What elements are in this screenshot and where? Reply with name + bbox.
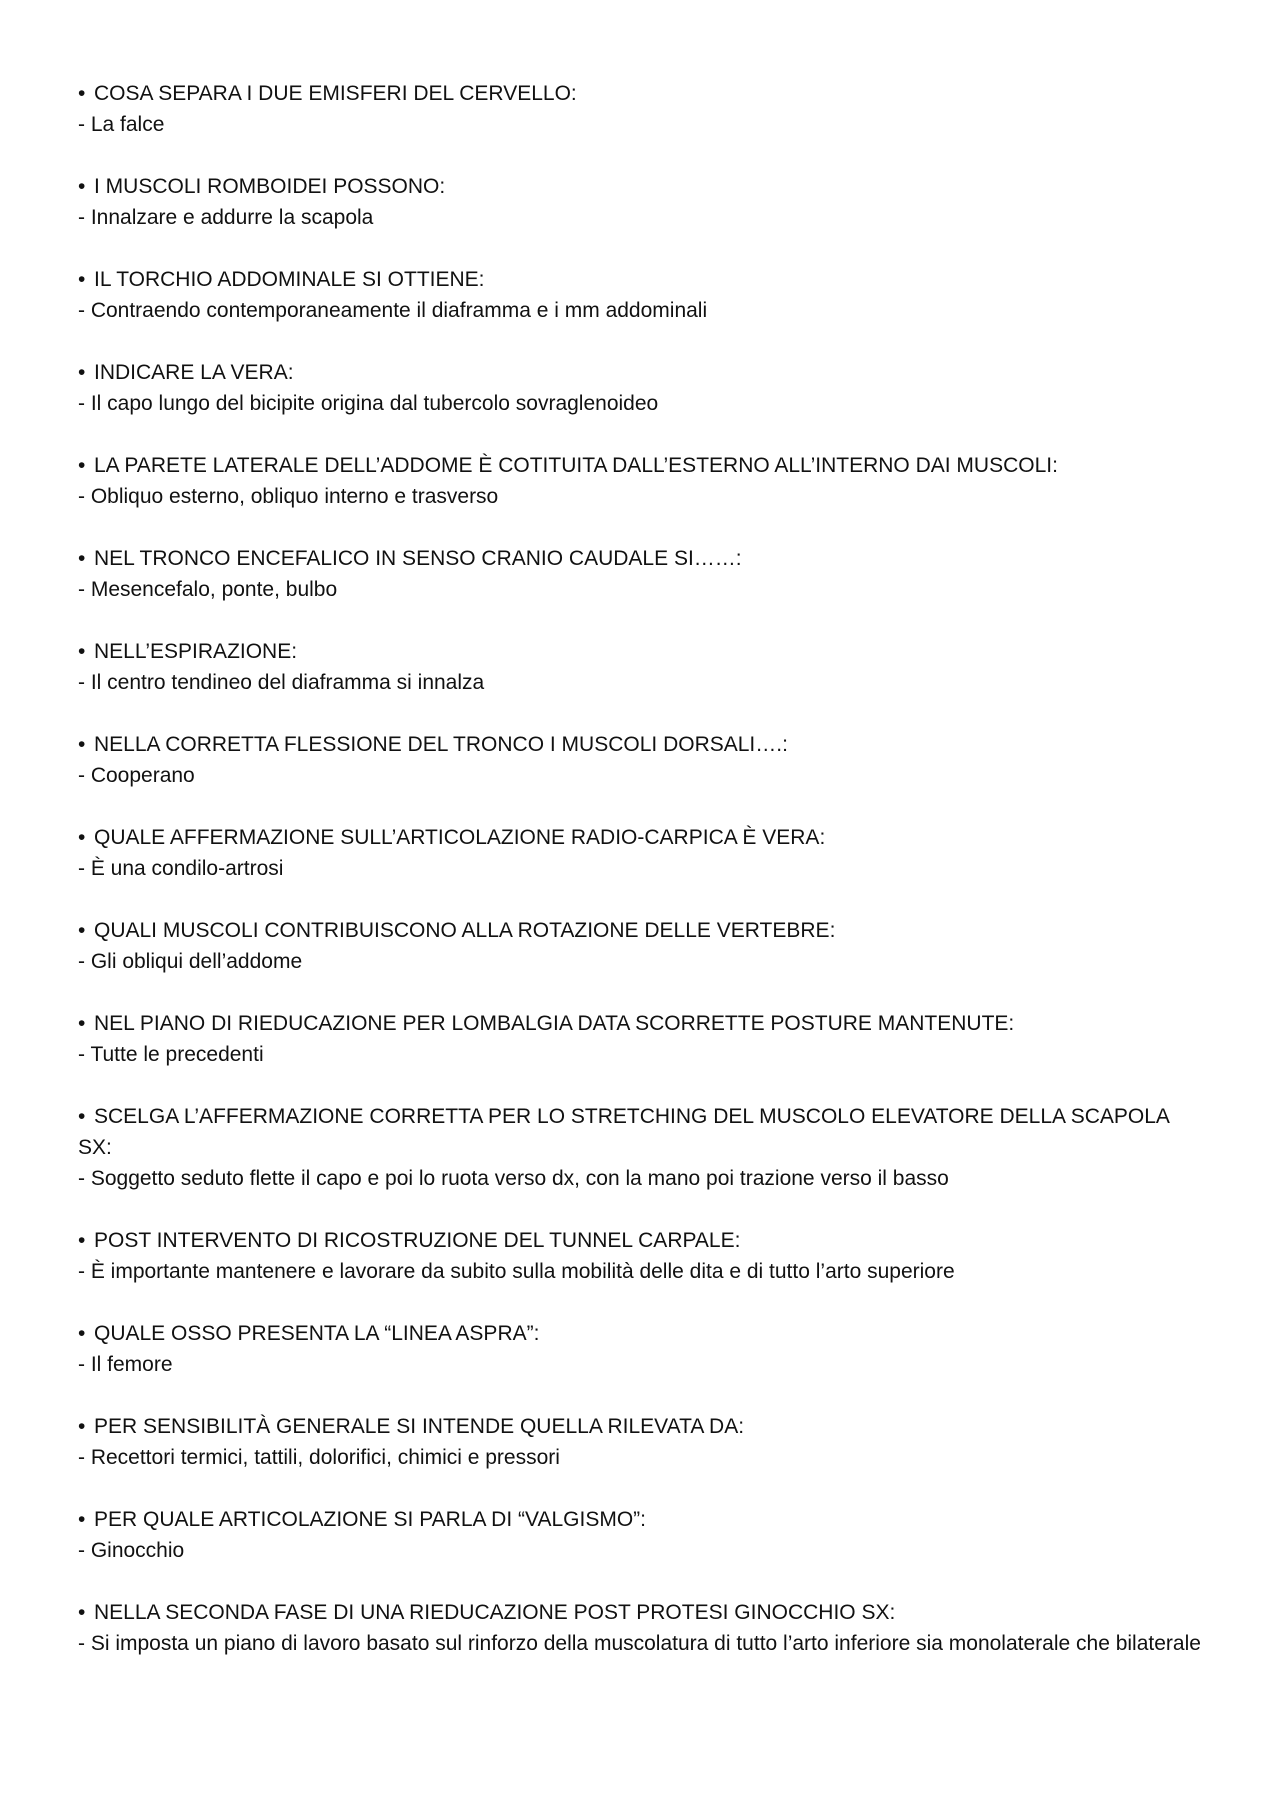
answer-text: - Contraendo contemporaneamente il diaframma e i mm addominali [78,299,708,322]
bullet-icon: • [78,1012,86,1035]
bullet-icon: • [78,1415,86,1438]
qa-item-10 [78,915,1208,977]
bullet-icon: • [78,361,86,384]
bullet-icon: • [78,1601,86,1624]
bullet-icon: • [78,1105,86,1128]
answer-text: - Gli obliqui dell’addome [78,950,303,973]
qa-item-17 [78,1597,1208,1659]
answer-text: - Il capo lungo del bicipite origina dal tubercolo sovraglenoideo [78,392,659,415]
bullet-icon: • [78,82,86,105]
qa-item-15 [78,1411,1208,1473]
question-text: • QUALE AFFERMAZIONE SULL’ARTICOLAZIONE RADIO-CARPICA È VERA: [78,822,1208,853]
answer-text: - Si imposta un piano di lavoro basato sul rinforzo della muscolatura di tutto l’arto inferiore sia monolaterale che bilaterale [78,1632,1201,1655]
answer-text: - Tutte le precedenti [78,1043,264,1066]
qa-item-4 [78,357,1208,419]
answer-text: - Il centro tendineo del diaframma si innalza [78,671,485,694]
answer-text: - È importante mantenere e lavorare da subito sulla mobilità delle dita e di tutto l’arto superiore [78,1260,955,1283]
bullet-icon: • [78,454,86,477]
qa-item-1 [78,78,1208,140]
question-text: • NELLA CORRETTA FLESSIONE DEL TRONCO I MUSCOLI DORSALI….: [78,729,1208,760]
question-text: • I MUSCOLI ROMBOIDEI POSSONO: [78,171,1208,202]
answer-text: - Innalzare e addurre la scapola [78,206,374,229]
bullet-icon: • [78,1322,86,1345]
answer-text: - Cooperano [78,764,195,787]
qa-item-9 [78,822,1208,884]
qa-item-11 [78,1008,1208,1070]
question-text: • NEL PIANO DI RIEDUCAZIONE PER LOMBALGIA DATA SCORRETTE POSTURE MANTENUTE: [78,1008,1208,1039]
answer-text: - Soggetto seduto flette il capo e poi lo ruota verso dx, con la mano poi trazione verso il basso [78,1167,949,1190]
bullet-icon: • [78,640,86,663]
question-text: • NEL TRONCO ENCEFALICO IN SENSO CRANIO CAUDALE SI……: [78,543,1208,574]
question-text: • NELL’ESPIRAZIONE: [78,636,1208,667]
question-text: • COSA SEPARA I DUE EMISFERI DEL CERVELLO: [78,78,1208,109]
bullet-icon: • [78,733,86,756]
answer-text: - Recettori termici, tattili, dolorifici, chimici e pressori [78,1446,560,1469]
answer-text: - La falce [78,113,165,136]
qa-item-13 [78,1225,1208,1287]
question-text: • QUALE OSSO PRESENTA LA “LINEA ASPRA”: [78,1318,1208,1349]
answer-text: - Obliquo esterno, obliquo interno e trasverso [78,485,499,508]
question-text: • POST INTERVENTO DI RICOSTRUZIONE DEL TUNNEL CARPALE: [78,1225,1208,1256]
qa-item-2 [78,171,1208,233]
answer-text: - Il femore [78,1353,173,1376]
qa-item-8 [78,729,1208,791]
bullet-icon: • [78,175,86,198]
question-text: • PER SENSIBILITÀ GENERALE SI INTENDE QUELLA RILEVATA DA: [78,1411,1208,1442]
bullet-icon: • [78,1508,86,1531]
qa-item-14 [78,1318,1208,1380]
bullet-icon: • [78,1229,86,1252]
qa-item-5 [78,450,1208,512]
bullet-icon: • [78,268,86,291]
qa-item-7 [78,636,1208,698]
qa-item-6 [78,543,1208,605]
qa-item-3 [78,264,1208,326]
bullet-icon: • [78,826,86,849]
answer-text: - Mesencefalo, ponte, bulbo [78,578,338,601]
question-text: • QUALI MUSCOLI CONTRIBUISCONO ALLA ROTAZIONE DELLE VERTEBRE: [78,915,1208,946]
question-text: • LA PARETE LATERALE DELL’ADDOME È COTITUITA DALL’ESTERNO ALL’INTERNO DAI MUSCOLI: [78,450,1208,481]
answer-text: - È una condilo-artrosi [78,857,284,880]
question-text: • IL TORCHIO ADDOMINALE SI OTTIENE: [78,264,1208,295]
answer-text: - Ginocchio [78,1539,185,1562]
qa-item-12 [78,1101,1208,1194]
bullet-icon: • [78,919,86,942]
document-page [78,78,1208,1690]
qa-item-16 [78,1504,1208,1566]
bullet-icon: • [78,547,86,570]
question-text: • SCELGA L’AFFERMAZIONE CORRETTA PER LO STRETCHING DEL MUSCOLO ELEVATORE DELLA SCAPOLA SX: [78,1101,1208,1163]
question-text: • PER QUALE ARTICOLAZIONE SI PARLA DI “VALGISMO”: [78,1504,1208,1535]
question-text: • INDICARE LA VERA: [78,357,1208,388]
question-text: • NELLA SECONDA FASE DI UNA RIEDUCAZIONE POST PROTESI GINOCCHIO SX: [78,1597,1208,1628]
